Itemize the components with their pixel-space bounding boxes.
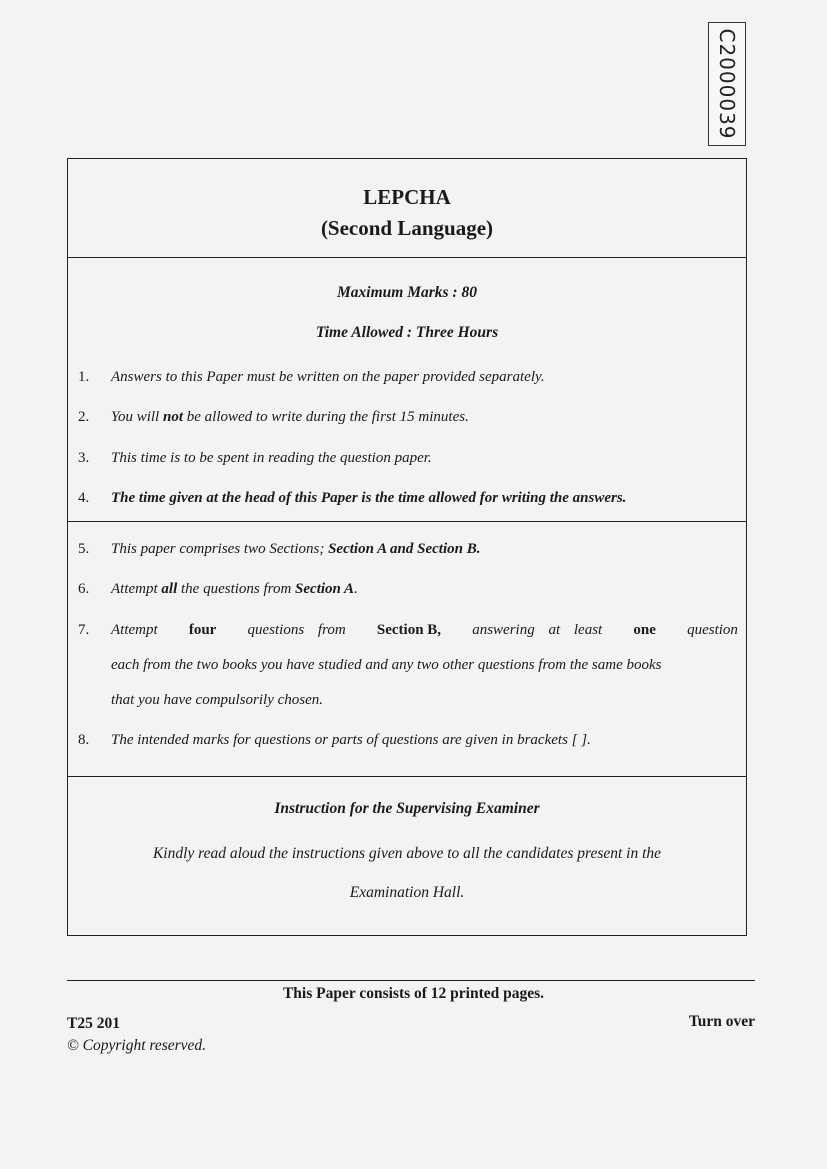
instruction-number: 6. <box>78 581 90 597</box>
instruction-text: Attempt four questions from Section B, answering at least one question each from the two books you have studied and any two other questions from the same books that you have compulsorily chosen. <box>111 622 738 708</box>
divider <box>68 521 746 522</box>
time-allowed: Time Allowed : Three Hours <box>315 324 499 341</box>
instruction-number: 1. <box>78 369 90 385</box>
turn-over: Turn over <box>688 1013 755 1030</box>
instruction-text: This paper comprises two Sections; Section A and Section B. <box>111 541 481 557</box>
instruction-number: 2. <box>78 409 90 425</box>
supervisor-line-1: Kindly read aloud the instructions given above to all the candidates present in the <box>152 845 662 862</box>
serial-code-box <box>708 22 746 146</box>
paper-code: T25 201 <box>67 1015 120 1032</box>
instruction-text: The time given at the head of this Paper is the time allowed for writing the answers. <box>111 490 627 506</box>
instruction-text: You will not be allowed to write during the first 15 minutes. <box>111 409 469 425</box>
serial-code: C2000039 <box>715 28 739 140</box>
divider <box>68 257 746 258</box>
supervisor-heading: Instruction for the Supervising Examiner <box>274 800 540 817</box>
copyright: © Copyright reserved. <box>67 1037 207 1054</box>
max-marks: Maximum Marks : 80 <box>337 284 477 301</box>
instruction-number: 4. <box>78 490 90 506</box>
instruction-number: 3. <box>78 450 90 466</box>
divider <box>68 776 746 777</box>
instruction-text: Attempt all the questions from Section A. <box>111 581 358 597</box>
instruction-number: 5. <box>78 541 90 557</box>
subject-subtitle: (Second Language) <box>320 216 494 240</box>
footer-divider <box>67 980 755 981</box>
instruction-text: The intended marks for questions or parts of questions are given in brackets [ ]. <box>111 732 591 748</box>
instruction-number: 7. <box>78 622 90 638</box>
instruction-text: Answers to this Paper must be written on the paper provided separately. <box>111 369 545 385</box>
instruction-text: This time is to be spent in reading the question paper. <box>111 450 432 466</box>
instruction-number: 8. <box>78 732 90 748</box>
instructions-frame <box>67 158 747 936</box>
supervisor-line-2: Examination Hall. <box>349 884 465 901</box>
subject-title: LEPCHA <box>363 185 451 209</box>
page-count: This Paper consists of 12 printed pages. <box>282 985 545 1002</box>
